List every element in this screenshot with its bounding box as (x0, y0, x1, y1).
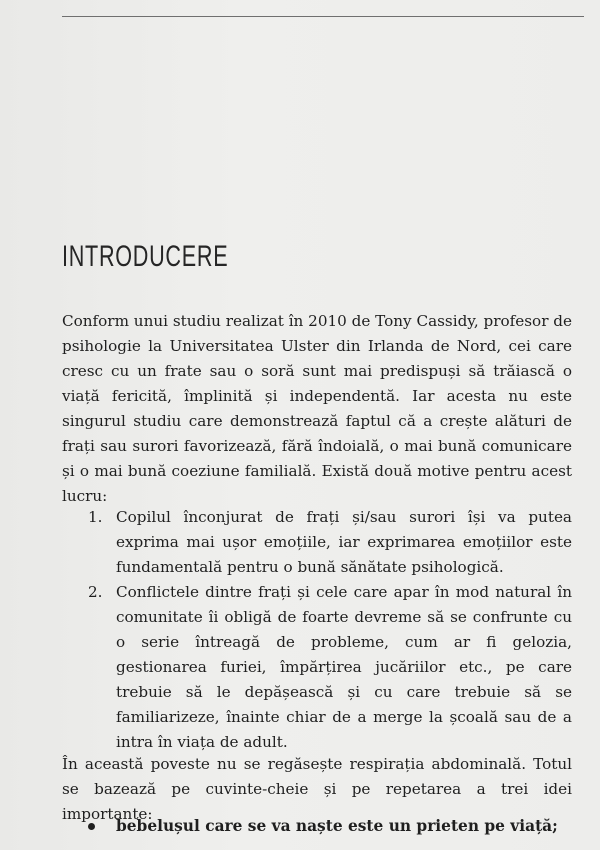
list-item-number: 1. (88, 508, 103, 526)
bullet-list (62, 814, 582, 839)
list-item (62, 580, 572, 755)
bullet-item-text: bebelușul care se va naște este un prieten pe viață; (116, 817, 558, 835)
numbered-list (62, 505, 572, 755)
header-rule (62, 16, 584, 17)
list-item (62, 505, 572, 580)
list-item-text: Conflictele dintre frați și cele care apar în mod natural în comunitate îi obligă de foarte devreme să se confrunte cu o serie întreagă de probleme, cum ar fi gelozia, gestionarea furiei, împărțirea jucăriilor etc., pe care trebuie să le depășească și cu care trebuie să se familiarizeze, înainte chiar de a merge la școală sau de a intra în viața de adult. (116, 583, 572, 751)
list-item-number: 2. (88, 583, 103, 601)
list-item-text: Copilul înconjurat de frați și/sau surori își va putea exprima mai ușor emoțiile, iar exprimarea emoțiilor este fundamentală pentru o bună sănătate psihologică. (116, 508, 572, 576)
chapter-title: INTRODUCERE (62, 240, 229, 273)
intro-paragraph: Conform unui studiu realizat în 2010 de Tony Cassidy, profesor de psihologie la Universitatea Ulster din Irlanda de Nord, cei care cresc cu un frate sau o soră sunt mai predispuși să trăiască o viață fericită, împlinită și independentă. Iar acesta nu este singurul studiu care demonstrează faptul că a crește alături de frați sau surori favorizează, fără îndoială, o mai bună comunicare și o mai bună coeziune familială. Există două motive pentru acest lucru: (62, 312, 572, 505)
outro-paragraph: În această poveste nu se regăsește respirația abdominală. Totul se bazează pe cuvinte-cheie și pe repetarea a trei idei importante: (62, 755, 572, 823)
bullet-dot-icon (88, 823, 95, 830)
bullet-item (62, 814, 582, 839)
